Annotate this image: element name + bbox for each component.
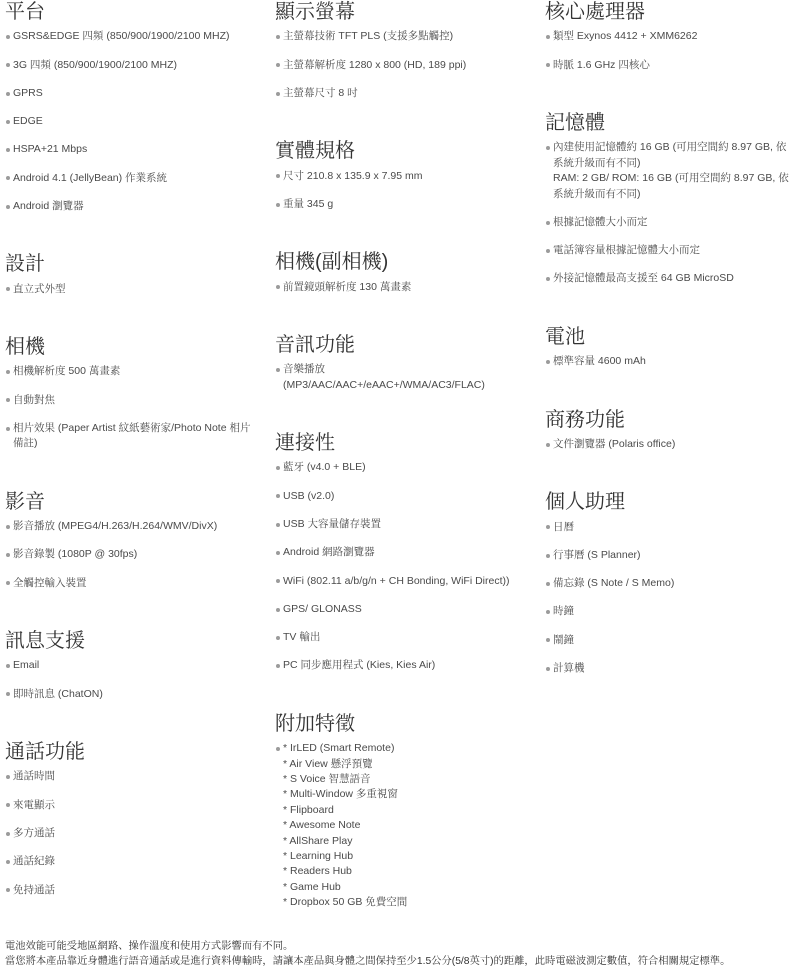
spec-item: 主螢幕尺寸 8 吋: [275, 86, 535, 101]
spec-item: 文件瀏覽器 (Polaris office): [545, 437, 795, 452]
spec-item: 類型 Exynos 4412 + XMM6262: [545, 29, 795, 44]
section-heading: 顯示螢幕: [275, 1, 355, 23]
spec-section-calling: [5, 740, 263, 898]
spec-section-front-camera: [275, 250, 535, 295]
spec-item: WiFi (802.11 a/b/g/n + CH Bonding, WiFi Direct)): [275, 574, 535, 589]
spec-item-line: * Readers Hub: [283, 865, 352, 878]
spec-item: 日曆: [545, 520, 795, 535]
section-heading: 商務功能: [545, 408, 625, 431]
spec-list: [545, 520, 795, 677]
spec-list: [545, 437, 795, 452]
spec-item: Android 4.1 (JellyBean) 作業系統: [5, 171, 263, 186]
spec-item: GPRS: [5, 86, 263, 101]
spec-item-line: * Multi-Window 多重視窗: [283, 788, 398, 801]
spec-item: 自動對焦: [5, 393, 263, 408]
spec-item: 時脈 1.6 GHz 四核心: [545, 58, 795, 73]
spec-section-messaging: [5, 629, 263, 702]
spec-list: [545, 140, 795, 287]
spec-section-display: [275, 0, 535, 101]
spec-list: [5, 364, 263, 451]
spec-item-line: * Game Hub: [283, 880, 341, 893]
spec-section-design: [5, 252, 263, 297]
spec-section-extras: [275, 712, 535, 911]
spec-item: USB (v2.0): [275, 489, 535, 504]
spec-item: 行事曆 (S Planner): [545, 548, 795, 563]
section-heading: 記憶體: [545, 112, 605, 134]
spec-list: [545, 354, 795, 369]
spec-column-middle: [275, 0, 535, 949]
spec-list: [5, 29, 263, 214]
spec-item: GSRS&EDGE 四頻 (850/900/1900/2100 MHZ): [5, 29, 263, 44]
spec-item: EDGE: [5, 114, 263, 129]
spec-item: 備忘錄 (S Note / S Memo): [545, 576, 795, 591]
spec-item-line: * Learning Hub: [283, 850, 354, 863]
spec-section-memory: [545, 111, 795, 287]
spec-item-line: 相片效果 (Paper Artist 紋紙藝術家/Photo Note 相片: [13, 422, 251, 435]
section-heading: 連接性: [275, 432, 335, 455]
spec-list: [275, 29, 535, 101]
spec-item: 計算機: [545, 661, 795, 676]
spec-item: 藍牙 (v4.0 + BLE): [275, 460, 535, 475]
spec-section-platform: [5, 0, 263, 214]
spec-item: [275, 362, 535, 393]
spec-list: [275, 362, 535, 393]
spec-item: 根據記憶體大小而定: [545, 215, 795, 230]
spec-item: 鬧鐘: [545, 633, 795, 648]
spec-item-line: 備註): [13, 437, 38, 450]
spec-item-line: * S Voice 智慧語音: [283, 773, 371, 785]
spec-item: 免持通話: [5, 883, 263, 898]
spec-item: 時鐘: [545, 604, 795, 619]
spec-item: 相機解析度 500 萬畫素: [5, 364, 263, 379]
spec-column-left: [5, 0, 263, 936]
section-heading: 影音: [5, 490, 45, 513]
spec-list: [5, 769, 263, 898]
spec-list: [545, 29, 795, 73]
spec-item: 主螢幕解析度 1280 x 800 (HD, 189 ppi): [275, 58, 535, 73]
spec-item-line: RAM: 2 GB/ ROM: 16 GB (可用空間約 8.97 GB, 依系統升級而有不同): [553, 172, 789, 200]
spec-item: USB 大容量儲存裝置: [275, 517, 535, 532]
spec-item: 前置鏡頭解析度 130 萬畫素: [275, 280, 535, 295]
section-heading: 電池: [545, 325, 585, 348]
spec-item: 通話紀錄: [5, 854, 263, 869]
section-heading: 音訊功能: [275, 334, 355, 356]
spec-list: [5, 282, 263, 297]
spec-item: GPS/ GLONASS: [275, 602, 535, 617]
section-heading: 相機(副相機): [275, 251, 389, 274]
section-heading: 訊息支援: [5, 630, 85, 653]
spec-item: 電話簿容量根據記憶體大小而定: [545, 243, 795, 258]
spec-item: 直立式外型: [5, 282, 263, 297]
spec-item: 通話時間: [5, 769, 263, 784]
spec-list: [275, 169, 535, 213]
spec-item-line: 音樂播放: [283, 363, 325, 376]
spec-item-line: * Air View 懸浮預覽: [283, 757, 373, 770]
section-heading: 附加特徵: [275, 712, 355, 735]
spec-item-line: * Awesome Note: [283, 819, 361, 832]
spec-item-line: * IrLED (Smart Remote): [283, 742, 395, 755]
section-heading: 個人助理: [545, 491, 625, 514]
spec-section-personal-assistant: [545, 490, 795, 676]
spec-item: PC 同步應用程式 (Kies, Kies Air): [275, 658, 535, 673]
spec-item-line: * Flipboard: [283, 803, 334, 816]
spec-section-physical: [275, 139, 535, 212]
section-heading: 平台: [5, 1, 45, 23]
spec-item: 來電顯示: [5, 798, 263, 813]
spec-item: [5, 421, 263, 452]
spec-section-battery: [545, 325, 795, 370]
spec-item: [275, 741, 535, 910]
footer-notes: [5, 939, 795, 969]
spec-item: 即時訊息 (ChatON): [5, 687, 263, 702]
footnote-sar: 當您將本產品靠近身體進行語音通話或是進行資料傳輸時，請讓本產品與身體之間保持至少1.5公分(5/8英寸)的距離，此時電磁波測定數值，符合相關規定標準。: [5, 956, 731, 967]
spec-item: Email: [5, 658, 263, 673]
spec-item: 外接記憶體最高支援至 64 GB MicroSD: [545, 271, 795, 286]
spec-item: Android 瀏覽器: [5, 199, 263, 214]
section-heading: 通話功能: [5, 741, 85, 764]
spec-item: 主螢幕技術 TFT PLS (支援多點觸控): [275, 29, 535, 44]
spec-section-camera: [5, 335, 263, 452]
spec-list: [5, 658, 263, 702]
section-heading: 設計: [5, 253, 45, 276]
spec-column-right: [545, 0, 795, 714]
spec-item: 重量 345 g: [275, 197, 535, 212]
spec-item: Android 網路瀏覽器: [275, 545, 535, 560]
spec-item: TV 輸出: [275, 630, 535, 645]
spec-list: [275, 741, 535, 910]
spec-item: 影音錄製 (1080P @ 30fps): [5, 547, 263, 562]
spec-list: [275, 460, 535, 673]
spec-item: 尺寸 210.8 x 135.9 x 7.95 mm: [275, 169, 535, 184]
spec-section-processor: [545, 0, 795, 73]
spec-section-business: [545, 408, 795, 453]
spec-item: 全觸控輸入裝置: [5, 576, 263, 591]
section-heading: 實體規格: [275, 140, 355, 163]
spec-item-line: * Dropbox 50 GB 免費空間: [283, 896, 408, 909]
section-heading: 核心處理器: [545, 1, 645, 23]
spec-item: HSPA+21 Mbps: [5, 142, 263, 157]
spec-item-line: * AllShare Play: [283, 834, 353, 847]
spec-list: [275, 280, 535, 295]
spec-section-connectivity: [275, 431, 535, 674]
spec-item-line: (MP3/AAC/AAC+/eAAC+/WMA/AC3/FLAC): [283, 378, 485, 391]
section-heading: 相機: [5, 336, 45, 359]
spec-item: 多方通話: [5, 826, 263, 841]
spec-section-media: [5, 490, 263, 591]
spec-item: 影音播放 (MPEG4/H.263/H.264/WMV/DivX): [5, 519, 263, 534]
spec-item-line: 內建使用記憶體約 16 GB (可用空間約 8.97 GB, 依系統升級而有不同): [553, 141, 787, 169]
spec-item: [545, 140, 795, 202]
spec-list: [5, 519, 263, 591]
footnote-battery: 電池效能可能受地區網路、操作溫度和使用方式影響而有不同。: [5, 941, 294, 952]
spec-item: 標準容量 4600 mAh: [545, 354, 795, 369]
spec-item: 3G 四頻 (850/900/1900/2100 MHZ): [5, 58, 263, 73]
spec-section-audio: [275, 333, 535, 393]
